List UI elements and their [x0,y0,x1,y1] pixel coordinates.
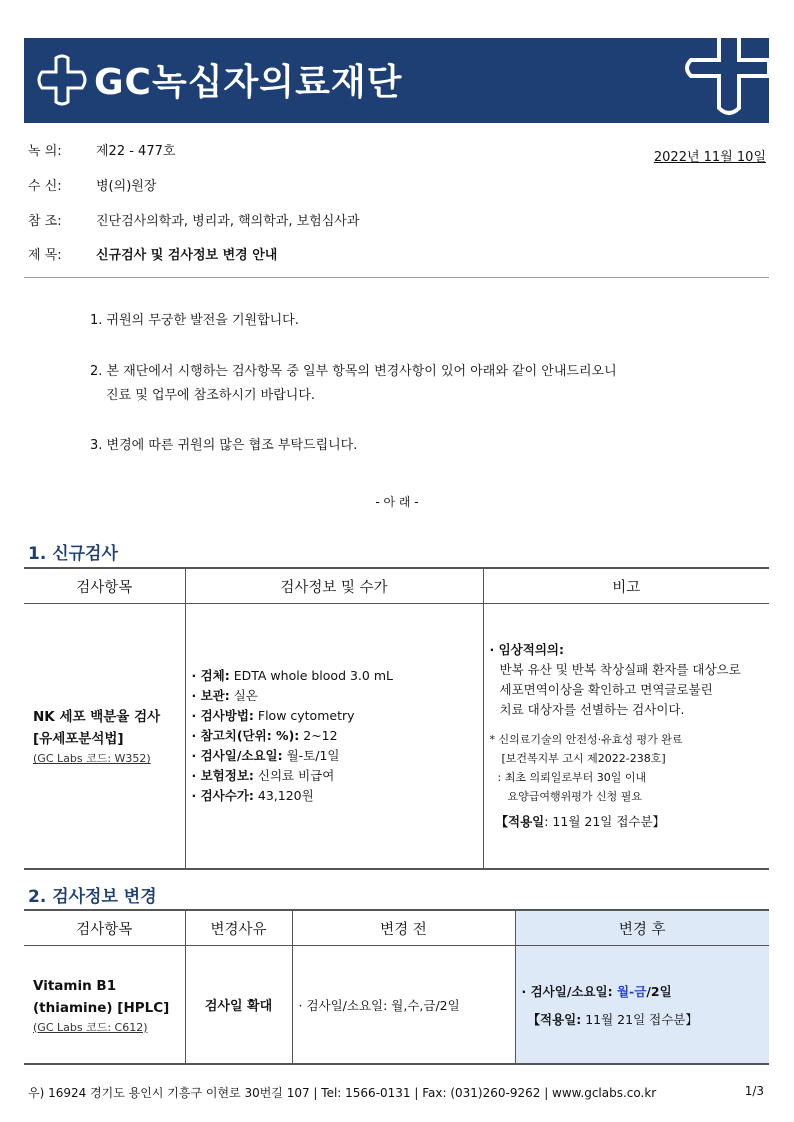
test-info-cell [185,604,483,870]
col-header: 비고 [483,568,769,604]
col-header: 변경사유 [185,910,292,946]
footer-address: 우) 16924 경기도 용인시 기흥구 이현로 30번길 107 | Tel: 1566-0131 | Fax: (031)260-9262 | www.gclabs.co.kr [28,1086,657,1100]
footer [28,1084,764,1101]
spec-row: · 검사수가: 43,120원 [191,788,314,803]
test-code: (GC Labs 코드: C612) [33,1020,148,1034]
after-value: · 검사일/소요일: 월-금/2일 【적용일: 11월 21일 접수분】 [515,946,769,1065]
spec-row: · 검사방법: Flow cytometry [191,708,355,723]
page-number: 1/3 [744,1084,764,1098]
spec-row: · 검체: EDTA whole blood 3.0 mL [191,668,393,683]
change-reason: 검사일 확대 [185,946,292,1065]
col-header: 검사항목 [24,910,185,946]
new-test-table [24,567,769,870]
cross-logo-icon [34,52,90,108]
spec-row: · 검사일/소요일: 월-토/1일 [191,748,340,763]
change-table [24,909,769,1065]
section1-title: 1. 신규검사 [28,544,118,564]
section2-title: 2. 검사정보 변경 [28,887,157,907]
divider [24,277,769,278]
brand-name: GC녹십자의료재단 [94,62,403,103]
header-banner [24,38,769,123]
remarks-cell: · 임상적의의: 반복 유산 및 반복 착상실패 환자를 대상으로 세포면역이상을 확인하고 면역글로불린 치료 대상자를 선별하는 검사이다. * 신의료기술의 안전성·유효성 평가 완료 [보건복지부 고시 제2022-238호] : 최초 의뢰일로부터 30일 이내 요양급여행위평가 신청 필요 【적용일: 11월 21일 접수분】 [483,604,769,870]
below-marker: - 아 래 - [375,495,419,509]
paragraph-2: 2. 본 재단에서 시행하는 검사항목 중 일부 항목의 변경사항이 있어 아래와 같이 안내드리오니 진료 및 업무에 참조하시기 바랍니다. [90,364,617,403]
issue-date: 2022년 11월 10일 [653,150,766,165]
spec-row: · 참고치(단위: %): 2~12 [191,728,338,743]
apply-date: 【적용일: 11월 21일 접수분】 [495,814,666,829]
cross-watermark-icon [679,38,769,123]
col-header: 검사정보 및 수가 [185,568,483,604]
test-item-cell: Vitamin B1 (thiamine) [HPLC] (GC Labs 코드: C612) [24,946,185,1065]
test-item-cell: NK 세포 백분율 검사 [유세포분석법] (GC Labs 코드: W352) [24,604,185,870]
spec-row: · 보험정보: 신의료 비급여 [191,768,335,783]
test-code: (GC Labs 코드: W352) [33,752,151,765]
col-header: 변경 전 [292,910,515,946]
paragraph-1: 1. 귀원의 무궁한 발전을 기원합니다. [90,313,299,328]
col-header: 변경 후 [515,910,769,946]
before-value: · 검사일/소요일: 월,수,금/2일 [292,946,515,1065]
spec-row: · 보관: 실온 [191,688,258,703]
paragraph-3: 3. 변경에 따른 귀원의 많은 협조 부탁드립니다. [90,438,358,453]
col-header: 검사항목 [24,568,185,604]
